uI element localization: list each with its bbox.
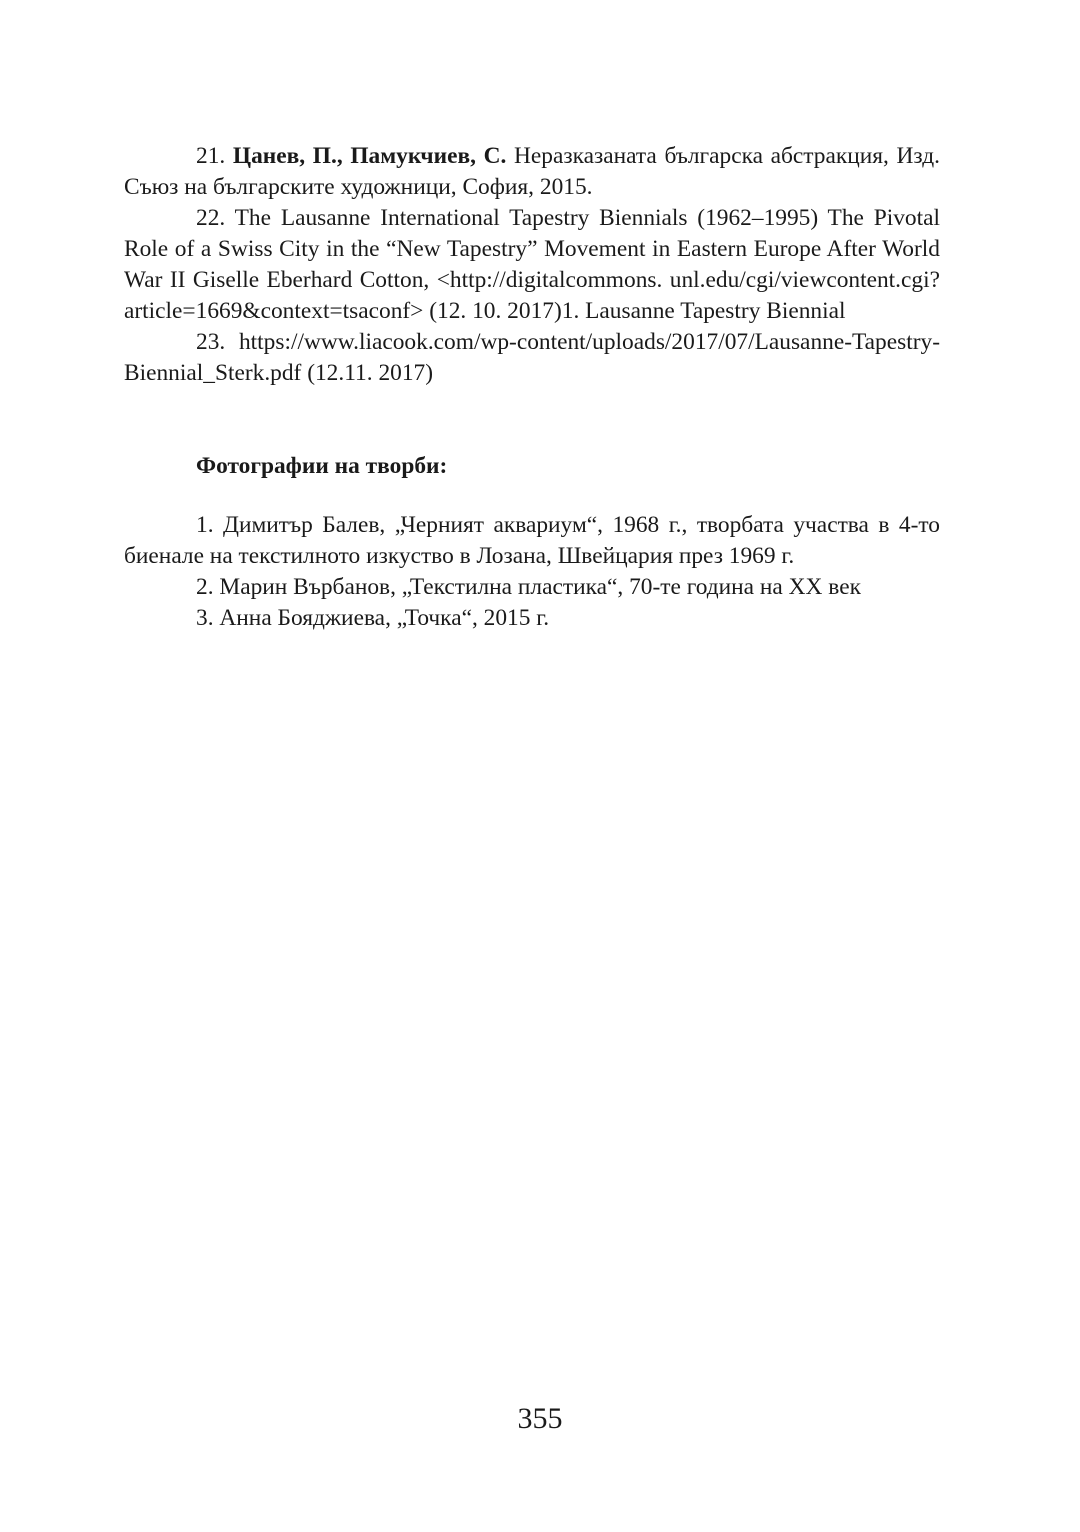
photo-item: 1. Димитър Балев, „Черният аквариум“, 1968 г., творбата участва в 4-то биенале на текстилното изкуство в Лозана, Швейцария през 1969 г. [124, 512, 940, 569]
reference-text: Неразказаната българска абстракция, Изд. Съюз на българските художници, София, 2015. [124, 143, 940, 200]
reference-21 [124, 141, 940, 203]
reference-number: 22. [196, 205, 226, 231]
photo-item: 2. Марин Върбанов, „Текстилна пластика“, 70-те година на ХХ век [196, 574, 861, 600]
photos-list [124, 510, 940, 634]
reference-text: https://www.liacook.com/wp-content/uploads/2017/07/Lausanne-Tapestry-Biennial_Sterk.pdf (12.11. 2017) [124, 329, 940, 386]
references-list [124, 141, 940, 389]
reference-text: The Lausanne International Tapestry Biennials (1962–1995) The Pivotal Role of a Swiss City in the “New Tapestry” Movement in Eastern Europe After World War II Giselle Eberhard Cotton, <http://digitalcommons. unl.edu/cgi/viewcontent.cgi?article=1669&context=tsaconf> (12. 10. 2017)1. Lausanne Tapestry Biennial [124, 205, 940, 324]
reference-22 [124, 203, 940, 327]
photo-item: 3. Анна Бояджиева, „Точка“, 2015 г. [196, 605, 550, 631]
reference-number: 21. [196, 143, 226, 169]
page-number: 355 [517, 1402, 563, 1435]
reference-number: 23. [196, 329, 226, 355]
reference-authors: Цанев, П., Памукчиев, С. [232, 143, 507, 169]
reference-23 [124, 327, 940, 389]
photos-heading: Фотографии на творби: [196, 453, 448, 479]
